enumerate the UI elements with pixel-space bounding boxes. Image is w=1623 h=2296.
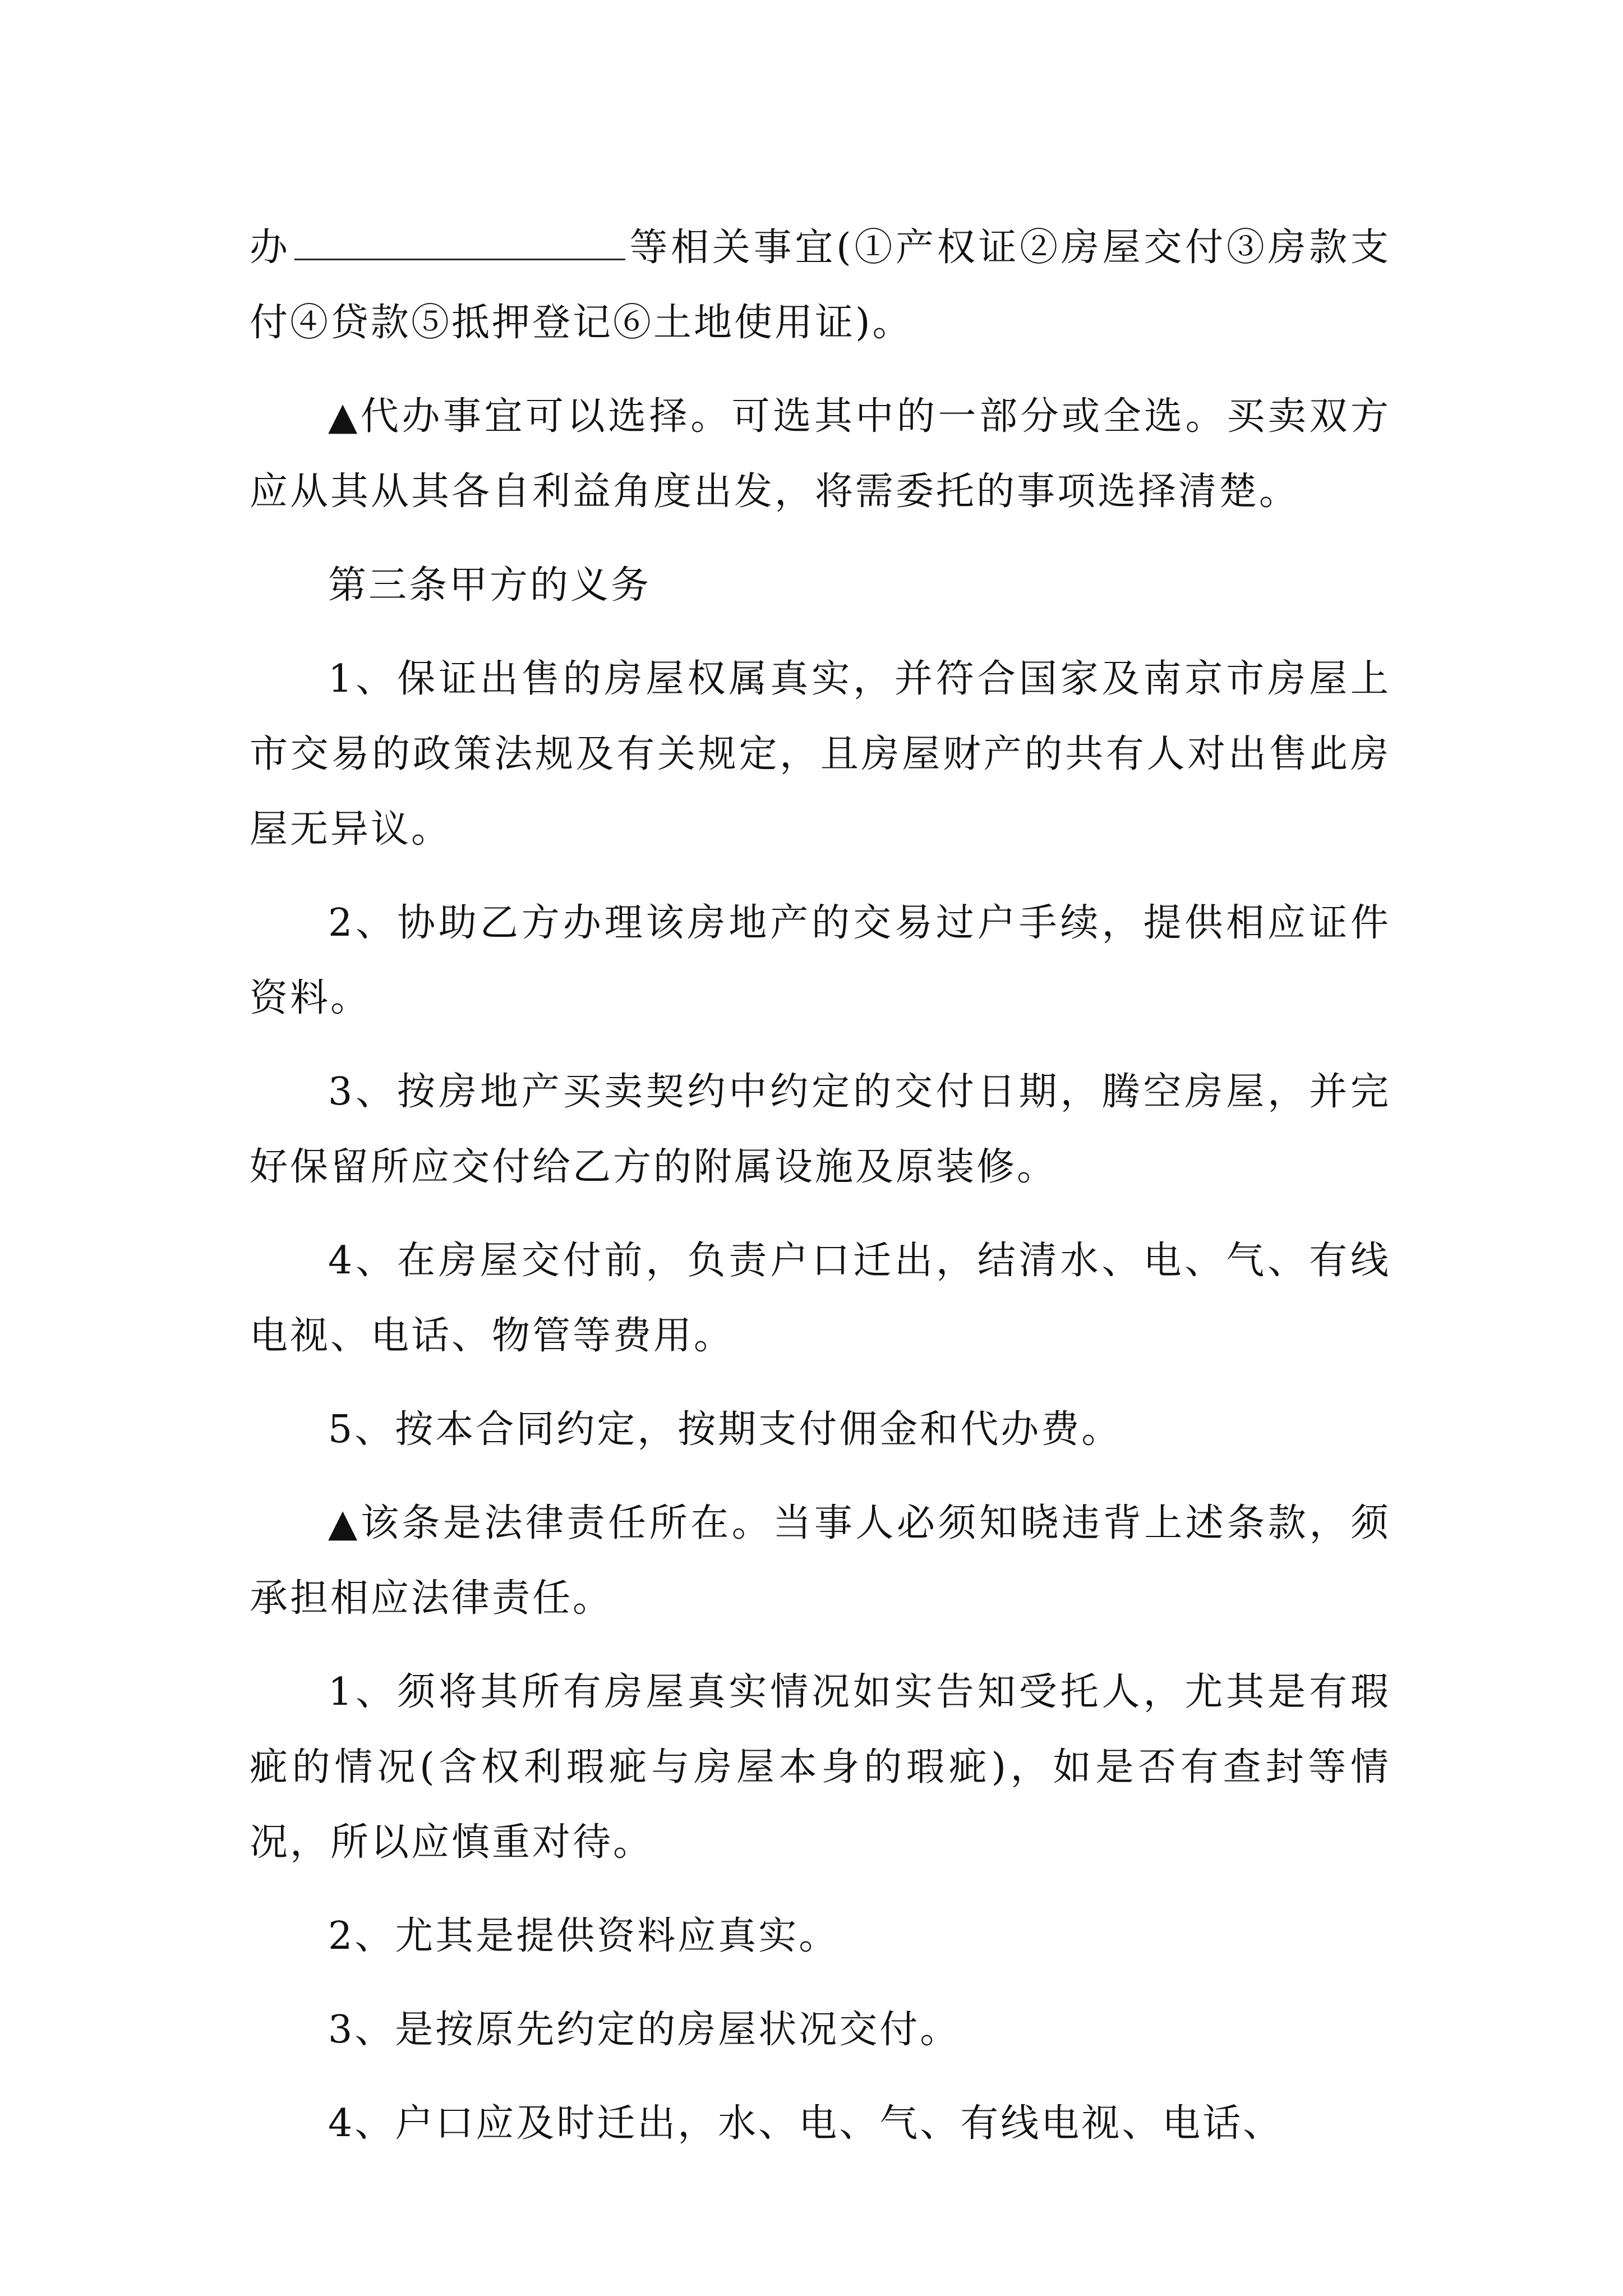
paragraph-note-3: 3、是按原先约定的房屋状况交付。 xyxy=(328,2008,961,2052)
paragraph-note-1: 1、须将其所有房屋真实情况如实告知受托人，尤其是有瑕疵的情况(含权利瑕疵与房屋本身的瑕疵)，如是否有查封等情况，所以应慎重对待。 xyxy=(250,1670,1391,1865)
fill-in-blank[interactable] xyxy=(294,226,625,260)
paragraph-duty-5: 5、按本合同约定，按期支付佣金和代办费。 xyxy=(328,1407,1122,1452)
paragraph-prefix: 办 xyxy=(250,226,291,270)
section-heading-article-3: 第三条甲方的义务 xyxy=(328,563,652,608)
paragraph-suffix: 等相关事宜(①产权证②房屋交付③房款支付④贷款⑤抵押登记⑥土地使用证)。 xyxy=(250,226,1391,345)
paragraph-duty-4: 4、在房屋交付前，负责户口迁出，结清水、电、气、有线电视、电话、物管等费用。 xyxy=(250,1239,1391,1358)
paragraph-note-agency: ▲代办事宜可以选择。可选其中的一部分或全选。买卖双方应从其从其各自利益角度出发，将需委托的事项选择清楚。 xyxy=(250,394,1391,514)
paragraph-duty-2: 2、协助乙方办理该房地产的交易过户手续，提供相应证件资料。 xyxy=(250,901,1391,1020)
document-body xyxy=(250,210,1391,2180)
paragraph-duty-1: 1、保证出售的房屋权属真实，并符合国家及南京市房屋上市交易的政策法规及有关规定，且房屋财产的共有人对出售此房屋无异议。 xyxy=(250,657,1391,852)
paragraph-note-4: 4、户口应及时迁出，水、电、气、有线电视、电话、 xyxy=(328,2101,1284,2146)
paragraph-note-2: 2、尤其是提供资料应真实。 xyxy=(328,1914,840,1958)
paragraph-agency-matters xyxy=(250,210,1391,361)
paragraph-note-legal: ▲该条是法律责任所在。当事人必须知晓违背上述条款，须承担相应法律责任。 xyxy=(250,1501,1391,1621)
paragraph-duty-3: 3、按房地产买卖契约中约定的交付日期，腾空房屋，并完好保留所应交付给乙方的附属设施及原装修。 xyxy=(250,1070,1391,1189)
